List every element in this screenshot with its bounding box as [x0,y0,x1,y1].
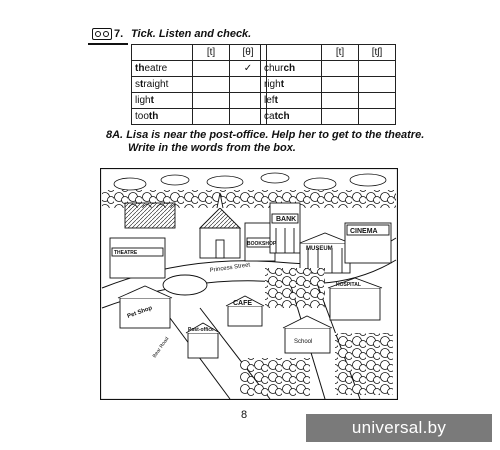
park-trees [265,268,325,308]
tick-table-right [260,44,396,125]
word-cell: church [261,61,322,77]
park-trees [335,333,393,395]
school-sign: School [294,339,313,345]
table-header-cell: [tʃ] [359,45,396,61]
answer-cell-t[interactable] [193,77,230,93]
sports-field [163,275,207,295]
table-row [132,109,267,125]
word-cell: straight [132,77,193,93]
answer-cell-tsh[interactable] [359,77,396,93]
tick-table-left [131,44,267,125]
table-row [261,109,396,125]
answer-cell-tsh[interactable] [359,61,396,77]
park-trees [240,358,310,396]
answer-cell-t[interactable] [322,61,359,77]
hospital-sign: HOSPITAL [336,282,361,288]
word-cell: left [261,93,322,109]
table-row [132,77,267,93]
word-cell: tooth [132,109,193,125]
cafe-sign: CAFE [233,300,253,307]
answer-cell-t[interactable] [322,93,359,109]
watermark: universal.by [306,414,492,442]
table-header-row [261,45,396,61]
answer-cell-t[interactable] [193,93,230,109]
answer-cell-t[interactable] [322,109,359,125]
word-cell: light [132,93,193,109]
answer-cell-t[interactable] [193,61,230,77]
table-header-cell: [θ] [230,45,267,61]
exercise-8a-instruction-line1: 8A. Lisa is near the post-office. Help her to get to the theatre. [106,129,425,141]
table-row [261,61,396,77]
answer-cell-tsh[interactable] [359,109,396,125]
post-office-sign: Post-office [188,327,214,333]
office-building [125,203,175,228]
bank-sign: BANK [276,216,297,223]
theatre-building [110,238,165,278]
table-header-cell [132,45,193,61]
theatre-sign: THEATRE [114,250,138,256]
exercise-7-instruction: Tick. Listen and check. [131,28,252,40]
pet-shop-sign: Pet Shop [126,305,154,320]
answer-cell-th[interactable]: ✓ [230,61,267,77]
table-row [261,93,396,109]
bookshop-sign: BOOKSHOP [247,241,277,247]
princess-street-sign: Princess Street [209,262,251,274]
word-cell: theatre [132,61,193,77]
exercise-8a-instruction-line2: Write in the words from the box. [128,142,296,154]
town-map-illustration [100,168,398,400]
exercise-7-number: 7. [114,28,124,40]
table-row [132,61,267,77]
page-number: 8 [241,409,248,421]
answer-cell-t[interactable] [193,109,230,125]
cinema-sign: CINEMA [350,228,378,235]
word-cell: right [261,77,322,93]
exercise-8a-number: 8A. [106,129,124,141]
museum-sign: MUSEUM [306,246,333,252]
answer-cell-tsh[interactable] [359,93,396,109]
answer-cell-t[interactable] [322,77,359,93]
word-cell: catch [261,109,322,125]
table-row [261,77,396,93]
table-header-cell: [t] [322,45,359,61]
bear-road-sign: Bear Road [151,336,171,360]
table-row [132,93,267,109]
table-header-row [132,45,267,61]
cassette-icon [92,28,112,40]
table-header-cell [261,45,322,61]
table-header-cell: [t] [193,45,230,61]
